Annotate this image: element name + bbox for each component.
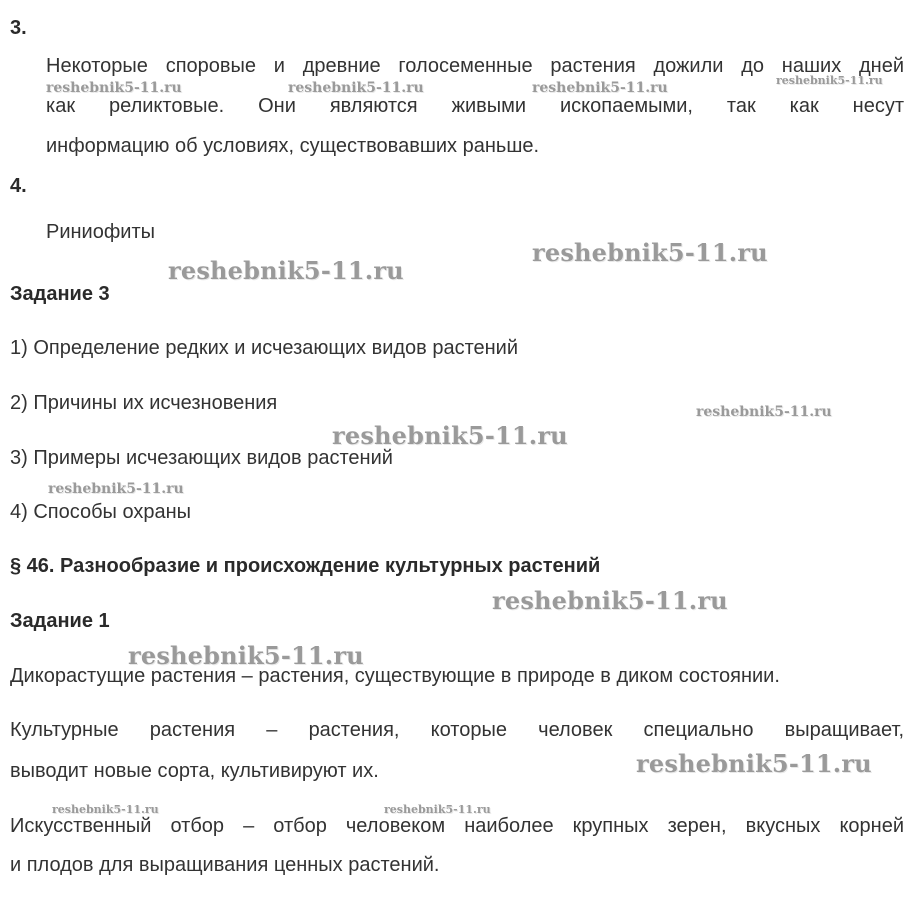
item-3-number: 3.: [10, 17, 27, 39]
task-3-item-1: 1) Определение редких и исчезающих видов растений: [10, 337, 519, 359]
item-4-text: Риниофиты: [46, 221, 156, 243]
task-1-heading: Задание 1: [10, 610, 110, 632]
watermark: reshebnik5-11.ru: [696, 404, 832, 420]
watermark: reshebnik5-11.ru: [288, 80, 424, 96]
watermark: reshebnik5-11.ru: [128, 641, 364, 670]
watermark: reshebnik5-11.ru: [46, 80, 182, 96]
item-4-number: 4.: [10, 175, 27, 197]
section-46-heading: § 46. Разнообразие и происхождение культурных растений: [10, 555, 601, 577]
watermark: reshebnik5-11.ru: [48, 481, 184, 497]
definition-cultivated-line-2: выводит новые сорта, культивируют их.: [10, 760, 379, 782]
task-3-item-4: 4) Способы охраны: [10, 501, 192, 523]
definition-cultivated-line-1: Культурные растения – растения, которые человек специально выращивает,: [10, 719, 904, 741]
watermark: reshebnik5-11.ru: [776, 74, 883, 87]
definition-wild-plants: Дикорастущие растения – растения, существующие в природе в диком состоянии.: [10, 665, 780, 687]
item-3-line-1: Некоторые споровые и древние голосеменные растения дожили до наших дней: [46, 55, 904, 77]
definition-selection-line-2: и плодов для выращивания ценных растений.: [10, 854, 440, 876]
task-3-heading: Задание 3: [10, 283, 110, 305]
watermark: reshebnik5-11.ru: [332, 421, 568, 450]
item-3-line-3: информацию об условиях, существовавших раньше.: [46, 135, 540, 157]
watermark: reshebnik5-11.ru: [492, 586, 728, 615]
task-3-item-2: 2) Причины их исчезновения: [10, 392, 278, 414]
watermark: reshebnik5-11.ru: [532, 80, 668, 96]
watermark: reshebnik5-11.ru: [636, 749, 872, 778]
watermark: reshebnik5-11.ru: [52, 803, 159, 816]
watermark: reshebnik5-11.ru: [168, 256, 404, 285]
item-3-line-2: как реликтовые. Они являются живыми ископаемыми, так как несут: [46, 95, 904, 117]
task-3-item-3: 3) Примеры исчезающих видов растений: [10, 447, 393, 469]
watermark: reshebnik5-11.ru: [532, 238, 768, 267]
watermark: reshebnik5-11.ru: [384, 803, 491, 816]
definition-selection-line-1: Искусственный отбор – отбор человеком наиболее крупных зерен, вкусных корней: [10, 815, 904, 837]
